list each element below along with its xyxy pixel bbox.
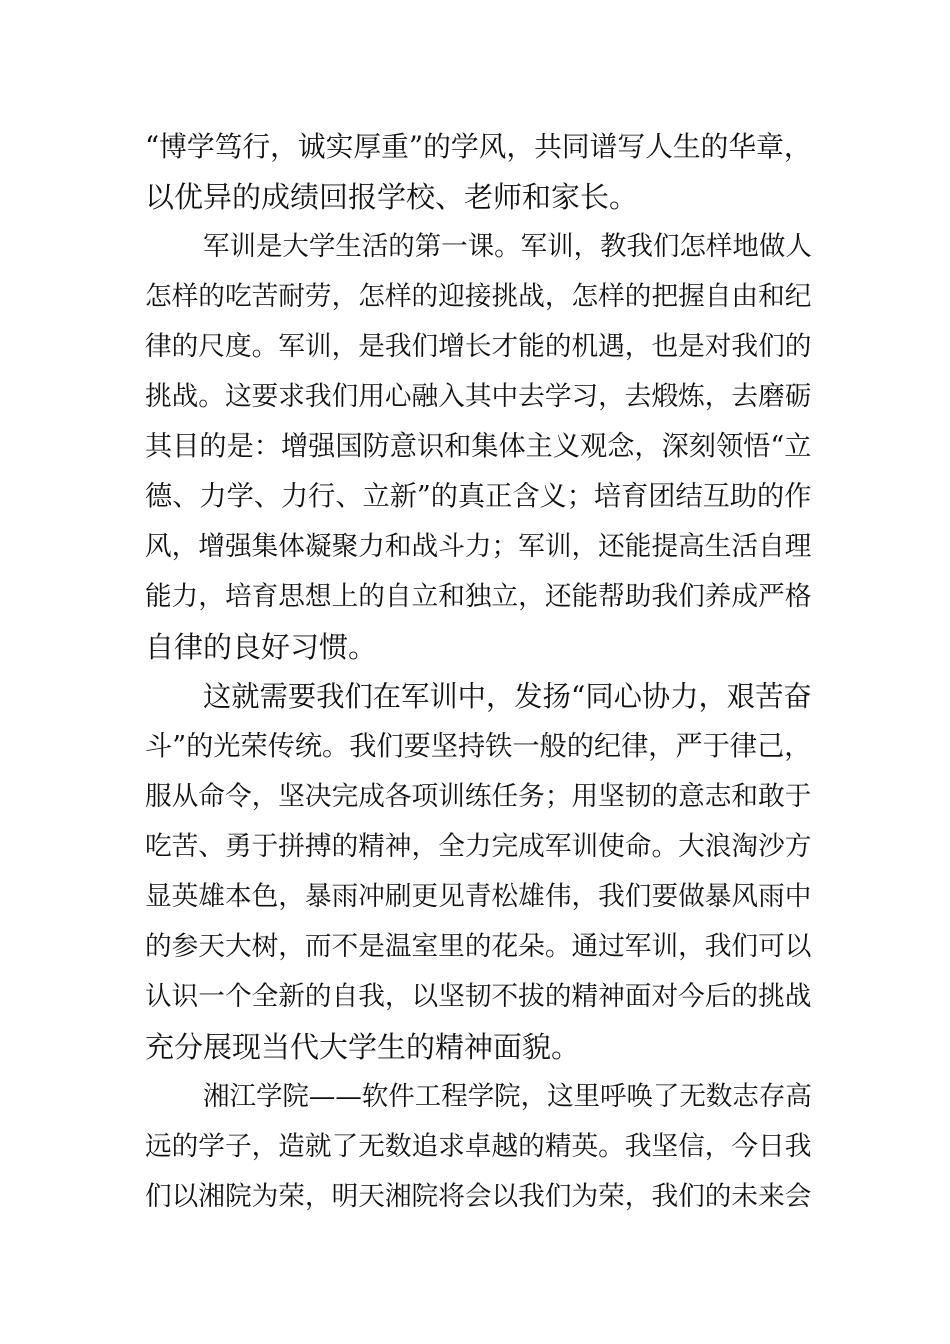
text-line: 怎样的吃苦耐劳，怎样的迎接挑战，怎样的把握自由和纪	[145, 281, 812, 312]
text-line: 这就需要我们在军训中，发扬“同心协力，艰苦奋	[203, 680, 812, 713]
text-line: 能力，培育思想上的自立和独立，还能帮助我们养成严格	[145, 581, 812, 612]
text-line: 服从命令，坚决完成各项训练任务；用坚韧的意志和敢于	[145, 781, 812, 812]
text-line: 德、力学、力行、立新”的真正含义；培育团结互助的作	[145, 481, 812, 512]
text-line: 的参天大树，而不是温室里的花朵。通过军训，我们可以	[145, 931, 812, 962]
text-line: 自律的良好习惯。	[145, 630, 378, 664]
text-line: 斗”的光荣传统。我们要坚持铁一般的纪律，严于律己，	[145, 731, 812, 762]
text-line: 显英雄本色，暴雨冲刷更见青松雄伟，我们要做暴风雨中	[145, 881, 812, 912]
text-line: 律的尺度。军训，是我们增长才能的机遇，也是对我们的	[145, 331, 812, 362]
text-line: 挑战。这要求我们用心融入其中去学习，去煅炼，去磨砺	[145, 381, 812, 412]
text-line: “博学笃行，诚实厚重”的学风，共同谱写人生的华章，	[145, 130, 812, 163]
paragraph-4	[145, 1072, 815, 1222]
text-line: 湘江学院——软件工程学院，这里呼唤了无数志存高	[203, 1081, 812, 1112]
text-line: 充分展现当代大学生的精神面貌。	[145, 1030, 581, 1064]
paragraph-2	[145, 222, 815, 672]
document-body	[145, 122, 815, 1222]
text-line: 其目的是：增强国防意识和集体主义观念，深刻领悟“立	[145, 431, 812, 462]
text-line: 风，增强集体凝聚力和战斗力；军训，还能提高生活自理	[145, 531, 812, 562]
text-line: 远的学子，造就了无数追求卓越的精英。我坚信，今日我	[145, 1131, 812, 1162]
text-line: 认识一个全新的自我，以坚韧不拔的精神面对今后的挑战	[145, 981, 812, 1012]
text-line: 以优异的成绩回报学校、老师和家长。	[145, 180, 639, 214]
paragraph-1	[145, 122, 815, 222]
text-line: 们以湘院为荣，明天湘院将会以我们为荣，我们的未来会	[145, 1181, 812, 1212]
text-line: 吃苦、勇于拼搏的精神，全力完成军训使命。大浪淘沙方	[145, 831, 812, 862]
paragraph-3	[145, 672, 815, 1072]
text-line: 军训是大学生活的第一课。军训，教我们怎样地做人	[203, 231, 812, 262]
